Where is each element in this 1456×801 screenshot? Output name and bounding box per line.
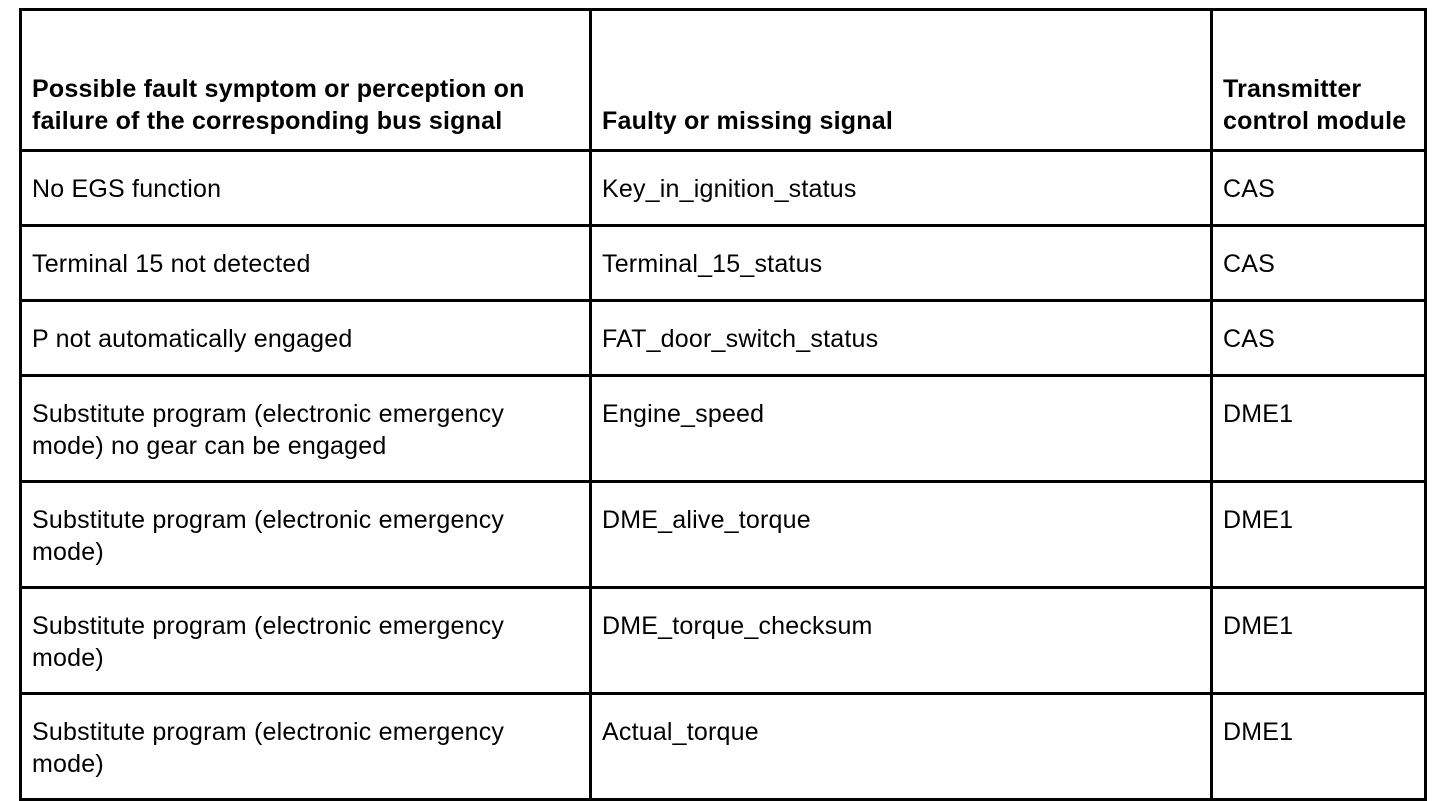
cell-module: DME1 bbox=[1212, 376, 1426, 482]
table-row bbox=[21, 588, 1426, 694]
table-row bbox=[21, 694, 1426, 800]
cell-symptom: Substitute program (electronic emergency mode) bbox=[21, 588, 591, 694]
cell-module: DME1 bbox=[1212, 588, 1426, 694]
header-signal: Faulty or missing signal bbox=[591, 10, 1212, 151]
cell-symptom: No EGS function bbox=[21, 151, 591, 226]
table-row bbox=[21, 226, 1426, 301]
table-body bbox=[21, 151, 1426, 800]
table-header bbox=[21, 10, 1426, 151]
cell-module: CAS bbox=[1212, 226, 1426, 301]
cell-signal: Engine_speed bbox=[591, 376, 1212, 482]
cell-symptom: Terminal 15 not detected bbox=[21, 226, 591, 301]
cell-signal: Actual_torque bbox=[591, 694, 1212, 800]
header-symptom: Possible fault symptom or perception on failure of the corresponding bus signal bbox=[21, 10, 591, 151]
cell-signal: Terminal_15_status bbox=[591, 226, 1212, 301]
table-row bbox=[21, 482, 1426, 588]
header-row bbox=[21, 10, 1426, 151]
cell-symptom: Substitute program (electronic emergency mode) no gear can be engaged bbox=[21, 376, 591, 482]
cell-signal: Key_in_ignition_status bbox=[591, 151, 1212, 226]
cell-signal: FAT_door_switch_status bbox=[591, 301, 1212, 376]
cell-symptom: P not automatically engaged bbox=[21, 301, 591, 376]
table-row bbox=[21, 301, 1426, 376]
cell-module: DME1 bbox=[1212, 694, 1426, 800]
fault-signal-table bbox=[19, 8, 1427, 801]
cell-symptom: Substitute program (electronic emergency mode) bbox=[21, 694, 591, 800]
cell-module: DME1 bbox=[1212, 482, 1426, 588]
cell-signal: DME_torque_checksum bbox=[591, 588, 1212, 694]
cell-module: CAS bbox=[1212, 151, 1426, 226]
header-module: Transmitter control module bbox=[1212, 10, 1426, 151]
cell-symptom: Substitute program (electronic emergency mode) bbox=[21, 482, 591, 588]
table-row bbox=[21, 376, 1426, 482]
cell-module: CAS bbox=[1212, 301, 1426, 376]
table-row bbox=[21, 151, 1426, 226]
cell-signal: DME_alive_torque bbox=[591, 482, 1212, 588]
